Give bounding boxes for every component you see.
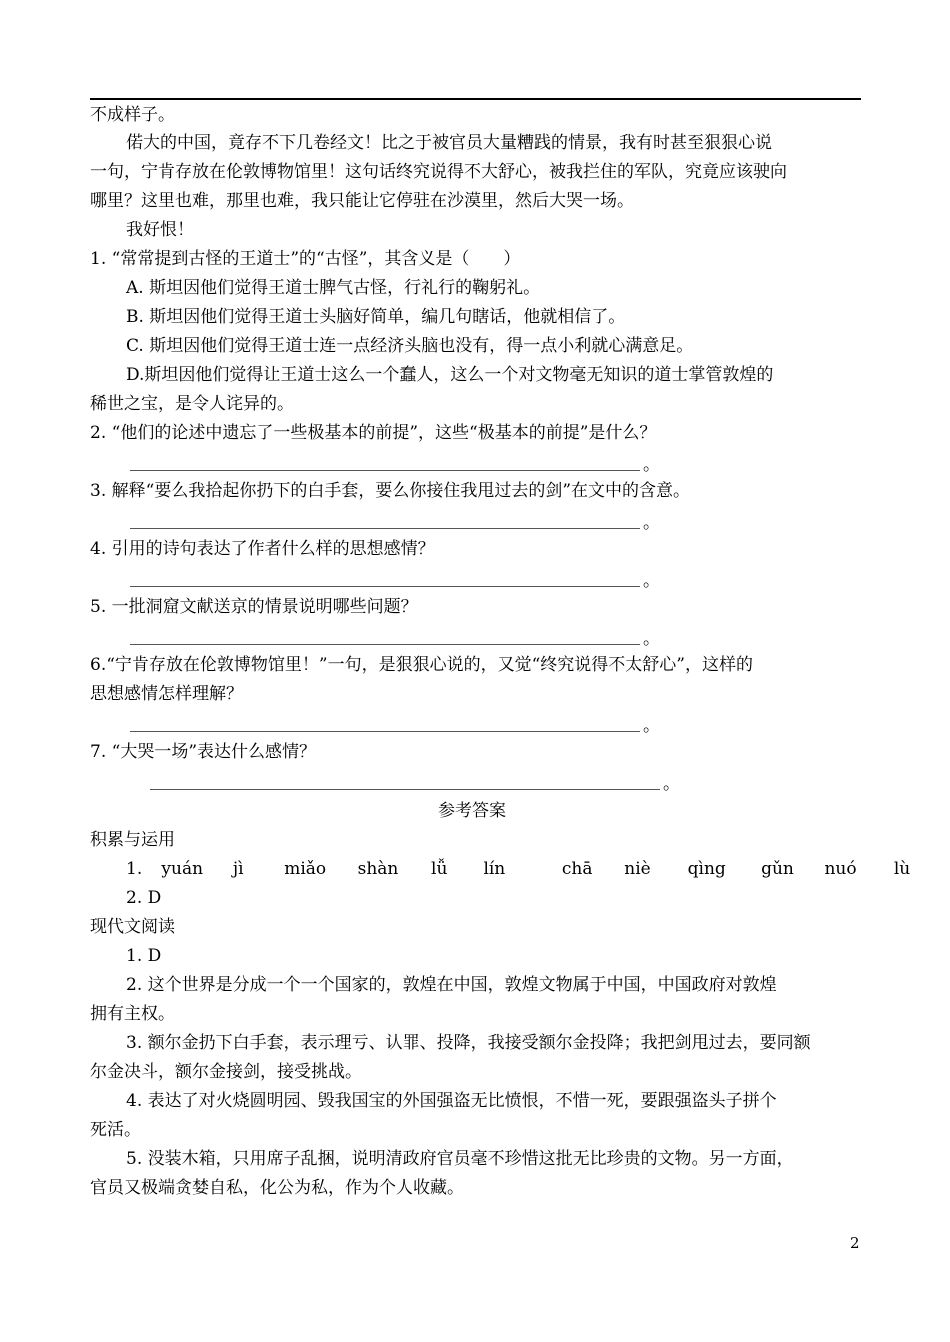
answer-line: 4. 表达了对火烧圆明园、毁我国宝的外国强盗无比愤恨，不惜一死，要跟强盗头子拼个 bbox=[126, 1091, 777, 1111]
pinyin-item: lǚ bbox=[431, 859, 448, 879]
pinyin-row bbox=[126, 858, 910, 880]
page-number: 2 bbox=[850, 1234, 860, 1252]
question-1: 1. “常常提到古怪的王道士”的“古怪”，其含义是（ ） bbox=[90, 249, 521, 269]
pinyin-item: gǔn bbox=[761, 859, 794, 879]
pinyin-item: qìng bbox=[687, 859, 726, 879]
pinyin-item: lín bbox=[483, 859, 506, 879]
answer-line: 死活。 bbox=[90, 1120, 141, 1140]
option-d: D.斯坦因他们觉得让王道士这么一个蠢人，这么一个对文物毫无知识的道士掌管敦煌的 bbox=[126, 365, 774, 385]
pinyin-item: shàn bbox=[357, 859, 399, 879]
question-2: 2. “他们的论述中遗忘了一些极基本的前提”，这些“极基本的前提”是什么？ bbox=[90, 423, 657, 443]
passage-line: 我好恨！ bbox=[126, 220, 194, 240]
question-5: 5. 一批洞窟文献送京的情景说明哪些问题？ bbox=[90, 597, 418, 617]
question-6: 6.“宁肯存放在伦敦博物馆里！”一句，是狠狠心说的，又觉“终究说得不太舒心”，这样的 bbox=[90, 655, 753, 675]
pinyin-item: niè bbox=[624, 859, 651, 879]
option-b: B. 斯坦因他们觉得王道士头脑好简单，编几句瞎话，他就相信了。 bbox=[126, 307, 626, 327]
answer-line: 拥有主权。 bbox=[90, 1004, 175, 1024]
answer-blank[interactable] bbox=[130, 586, 640, 587]
answer-line: 3. 额尔金扔下白手套，表示理亏、认罪、投降，我接受额尔金投降；我把剑甩过去，要同额 bbox=[126, 1033, 811, 1053]
pinyin-item: lù bbox=[893, 859, 911, 879]
pinyin-item: miǎo bbox=[284, 859, 327, 879]
pinyin-item: jì bbox=[232, 859, 244, 879]
option-d-cont: 稀世之宝，是令人诧异的。 bbox=[90, 394, 294, 414]
option-c: C. 斯坦因他们觉得王道士连一点经济头脑也没有，得一点小利就心满意足。 bbox=[126, 336, 694, 356]
answer-blank[interactable] bbox=[130, 470, 640, 471]
pinyin-item: yuán bbox=[161, 859, 204, 879]
question-4: 4. 引用的诗句表达了作者什么样的思想感情？ bbox=[90, 539, 435, 559]
blank-period: 。 bbox=[643, 513, 660, 533]
passage-line: 哪里？这里也难，那里也难，我只能让它停驻在沙漠里，然后大哭一场。 bbox=[90, 191, 634, 211]
passage-line: 偌大的中国，竟存不下几卷经文！比之于被官员大量糟践的情景，我有时甚至狠狠心说 bbox=[126, 133, 772, 153]
blank-period: 。 bbox=[643, 629, 660, 649]
pinyin-label: 1. bbox=[126, 859, 143, 879]
question-3: 3. 解释“要么我拾起你扔下的白手套，要么你接住我甩过去的剑”在文中的含意。 bbox=[90, 481, 691, 501]
blank-period: 。 bbox=[663, 774, 680, 794]
answer-line: 2. 这个世界是分成一个一个国家的，敦煌在中国，敦煌文物属于中国，中国政府对敦煌 bbox=[126, 975, 777, 995]
pinyin-item: chā bbox=[561, 859, 593, 879]
answer-blank[interactable] bbox=[130, 528, 640, 529]
passage-line: 不成样子。 bbox=[90, 105, 175, 125]
pinyin-item: nuó bbox=[824, 859, 857, 879]
blank-period: 。 bbox=[643, 571, 660, 591]
header-rule bbox=[90, 98, 861, 100]
answer-blank[interactable] bbox=[130, 731, 640, 732]
question-6-cont: 思想感情怎样理解？ bbox=[90, 684, 243, 704]
question-7: 7. “大哭一场”表达什么感情？ bbox=[90, 742, 317, 762]
blank-period: 。 bbox=[643, 455, 660, 475]
answer-blank[interactable] bbox=[130, 644, 640, 645]
answer-line: 2. D bbox=[126, 888, 162, 908]
passage-line: 一句，宁肯存放在伦敦博物馆里！这句话终究说得不大舒心，被我拦住的军队，究竟应该驶向 bbox=[90, 162, 787, 182]
answer-blank[interactable] bbox=[150, 789, 660, 790]
answer-line: 5. 没装木箱，只用席子乱捆，说明清政府官员毫不珍惜这批无比珍贵的文物。另一方面， bbox=[126, 1149, 794, 1169]
blank-period: 。 bbox=[643, 716, 660, 736]
section-heading: 积累与运用 bbox=[90, 830, 175, 850]
section-heading: 现代文阅读 bbox=[90, 917, 175, 937]
answer-line: 官员又极端贪婪自私，化公为私，作为个人收藏。 bbox=[90, 1178, 464, 1198]
answer-line: 1. D bbox=[126, 946, 162, 966]
answers-title: 参考答案 bbox=[438, 801, 506, 821]
answer-line: 尔金决斗，额尔金接剑，接受挑战。 bbox=[90, 1062, 362, 1082]
option-a: A. 斯坦因他们觉得王道士脾气古怪，行礼行的鞠躬礼。 bbox=[126, 278, 541, 298]
